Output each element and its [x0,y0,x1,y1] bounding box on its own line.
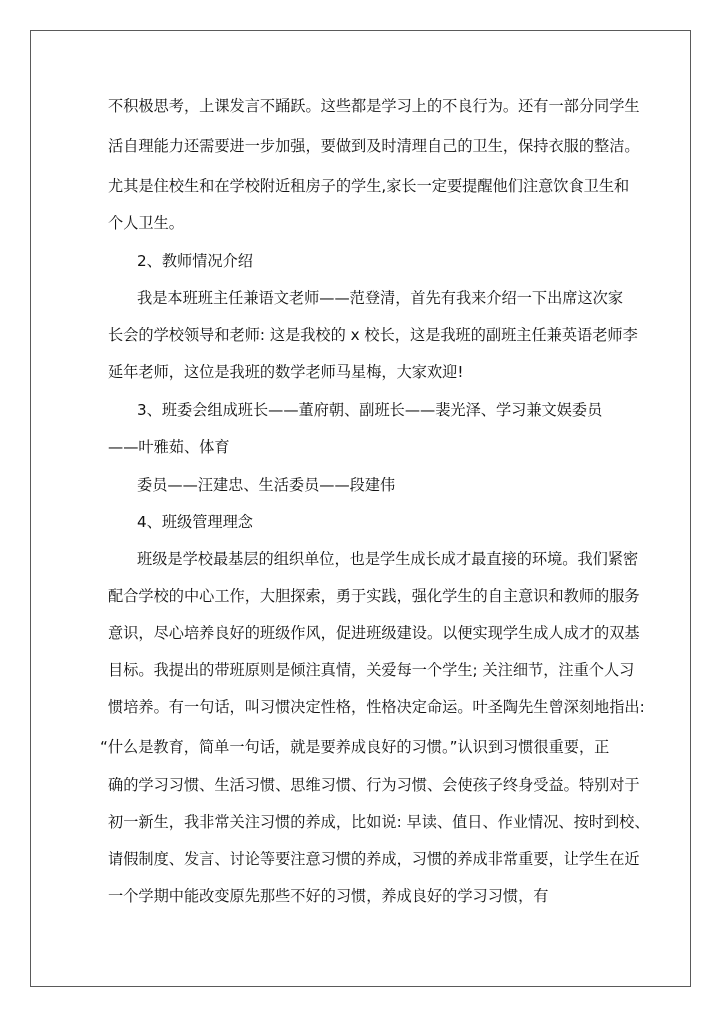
paragraph-line: 长会的学校领导和老师: 这是我校的 x 校长，这是我班的副班主任兼英语老师李 [108,326,638,344]
paragraph-line: 委员——汪建忠、生活委员——段建伟 [137,476,396,494]
paragraph-line: 初一新生，我非常关注习惯的养成，比如说: 早读、值日、作业情况、按时到校、 [108,813,650,831]
paragraph-line: 个人卫生。 [108,214,184,232]
paragraph-line: 我是本班班主任兼语文老师——范登清，首先有我来介绍一下出席这次家 [137,289,623,307]
section-heading: 2、教师情况介绍 [137,252,253,270]
paragraph-line: “什么是教育，简单一句话，就是要养成良好的习惯。”认识到习惯很重要，正 [100,738,610,756]
paragraph-line: 确的学习习惯、生活习惯、思维习惯、行为习惯、会使孩子终身受益。特别对于 [108,776,640,794]
paragraph-line: 目标。我提出的带班原则是倾注真情，关爱每一个学生; 关注细节，注重个人习 [108,661,635,679]
paragraph-line: 惯培养。有一句话，叫习惯决定性格，性格决定命运。叶圣陶先生曾深刻地指出: [108,698,645,716]
paragraph-line: 不积极思考，上课发言不踊跃。这些都是学习上的不良行为。还有一部分同学生 [108,97,640,115]
paragraph-line: 配合学校的中心工作，大胆探索，勇于实践，强化学生的自主意识和教师的服务 [108,587,640,605]
paragraph-line: 请假制度、发言、讨论等要注意习惯的养成，习惯的养成非常重要，让学生在近 [108,850,640,868]
paragraph-line: 尤其是住校生和在学校附近租房子的学生,家长一定要提醒他们注意饮食卫生和 [108,177,630,195]
paragraph-line: 延年老师，这位是我班的数学老师马星梅，大家欢迎! [108,363,464,381]
paragraph-line: 意识，尽心培养良好的班级作风，促进班级建设。以便实现学生成人成才的双基 [108,624,640,642]
paragraph-line: 活自理能力还需要进一步加强，要做到及时清理自己的卫生，保持衣服的整洁。 [108,137,640,155]
paragraph-line: ——叶雅茹、体育 [108,438,230,456]
paragraph-line: 一个学期中能改变原先那些不好的习惯，养成良好的学习习惯，有 [108,887,549,905]
paragraph-line: 班级是学校最基层的组织单位，也是学生成长成才最直接的环境。我们紧密 [137,550,639,568]
section-heading: 4、班级管理理念 [137,513,253,531]
page-border [30,30,691,987]
section-heading: 3、班委会组成班长——董府朝、副班长——裴光泽、学习兼文娱委员 [137,401,603,419]
